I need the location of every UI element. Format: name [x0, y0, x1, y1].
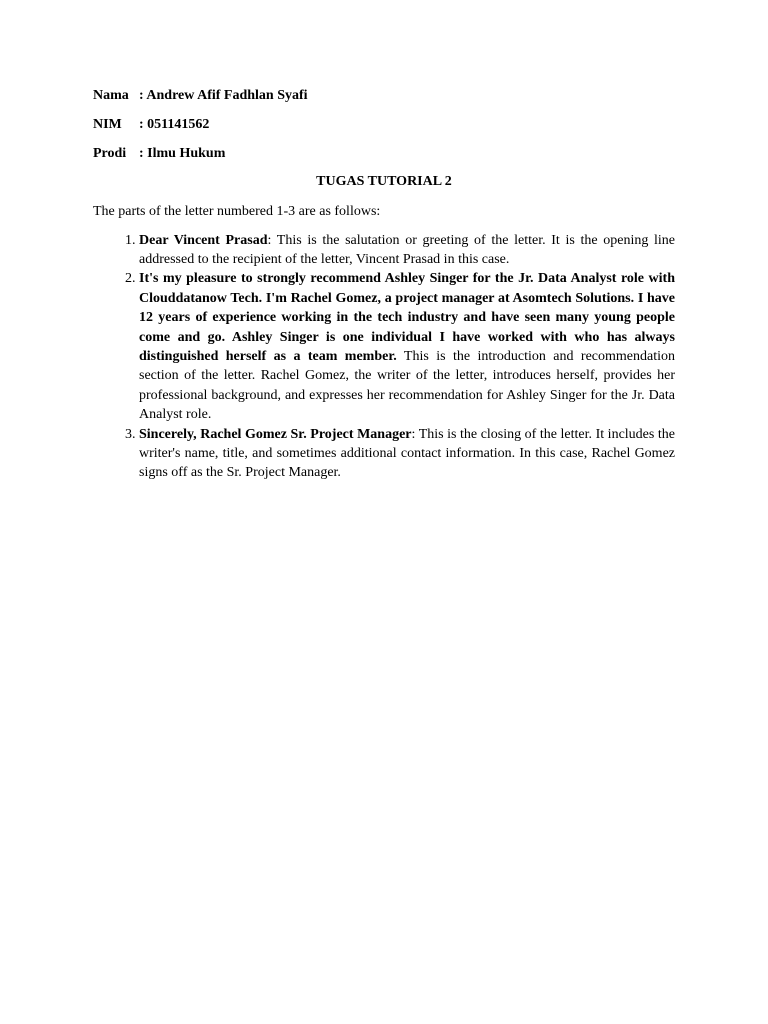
field-value: : Andrew Afif Fadhlan Syafi — [139, 88, 308, 103]
letter-parts-list — [93, 231, 675, 483]
field-label: Prodi — [93, 145, 127, 161]
list-item — [139, 231, 675, 270]
document-title: TUGAS TUTORIAL 2 — [316, 174, 452, 190]
field-nama — [93, 86, 675, 105]
quoted-letter-text: It's my pleasure to strongly recommend Ashley Singer for the Jr. Data Analyst role with Clouddatanow Tech. I'm Rachel Gomez, a project manager at Asomtech Solutions. I have 12 years of experience working in the tech industry and have seen many young people come and go. Ashley Singer is one individual I have worked with who has always distinguished herself as a team member. — [139, 271, 675, 364]
document-page — [93, 86, 675, 483]
field-prodi — [93, 144, 675, 163]
field-label: NIM — [93, 116, 122, 132]
field-label: Nama — [93, 88, 129, 103]
explanation-text: : This is the closing of the letter. It includes the writer's name, title, and sometimes additional contact information. In this case, Rachel Gomez signs off as the Sr. Project Manager. — [139, 426, 675, 481]
list-item — [139, 269, 675, 424]
field-value: : 051141562 — [139, 116, 210, 132]
list-item — [139, 425, 675, 483]
field-nim — [93, 115, 675, 134]
quoted-letter-text: Sincerely, Rachel Gomez Sr. Project Manager — [139, 426, 412, 442]
quoted-letter-text: Dear Vincent Prasad — [139, 232, 268, 248]
intro-paragraph: The parts of the letter numbered 1-3 are as follows: — [93, 203, 381, 219]
field-value: : Ilmu Hukum — [139, 145, 226, 161]
explanation-text: : This is the salutation or greeting of the letter. It is the opening line addressed to the recipient of the letter, Vincent Prasad in this case. — [139, 232, 675, 267]
explanation-text: This is the introduction and recommendation section of the letter. Rachel Gomez, the writer of the letter, introduces herself, provides her professional background, and expresses her recommendation for Ashley Singer for the Jr. Data Analyst role. — [139, 349, 675, 423]
